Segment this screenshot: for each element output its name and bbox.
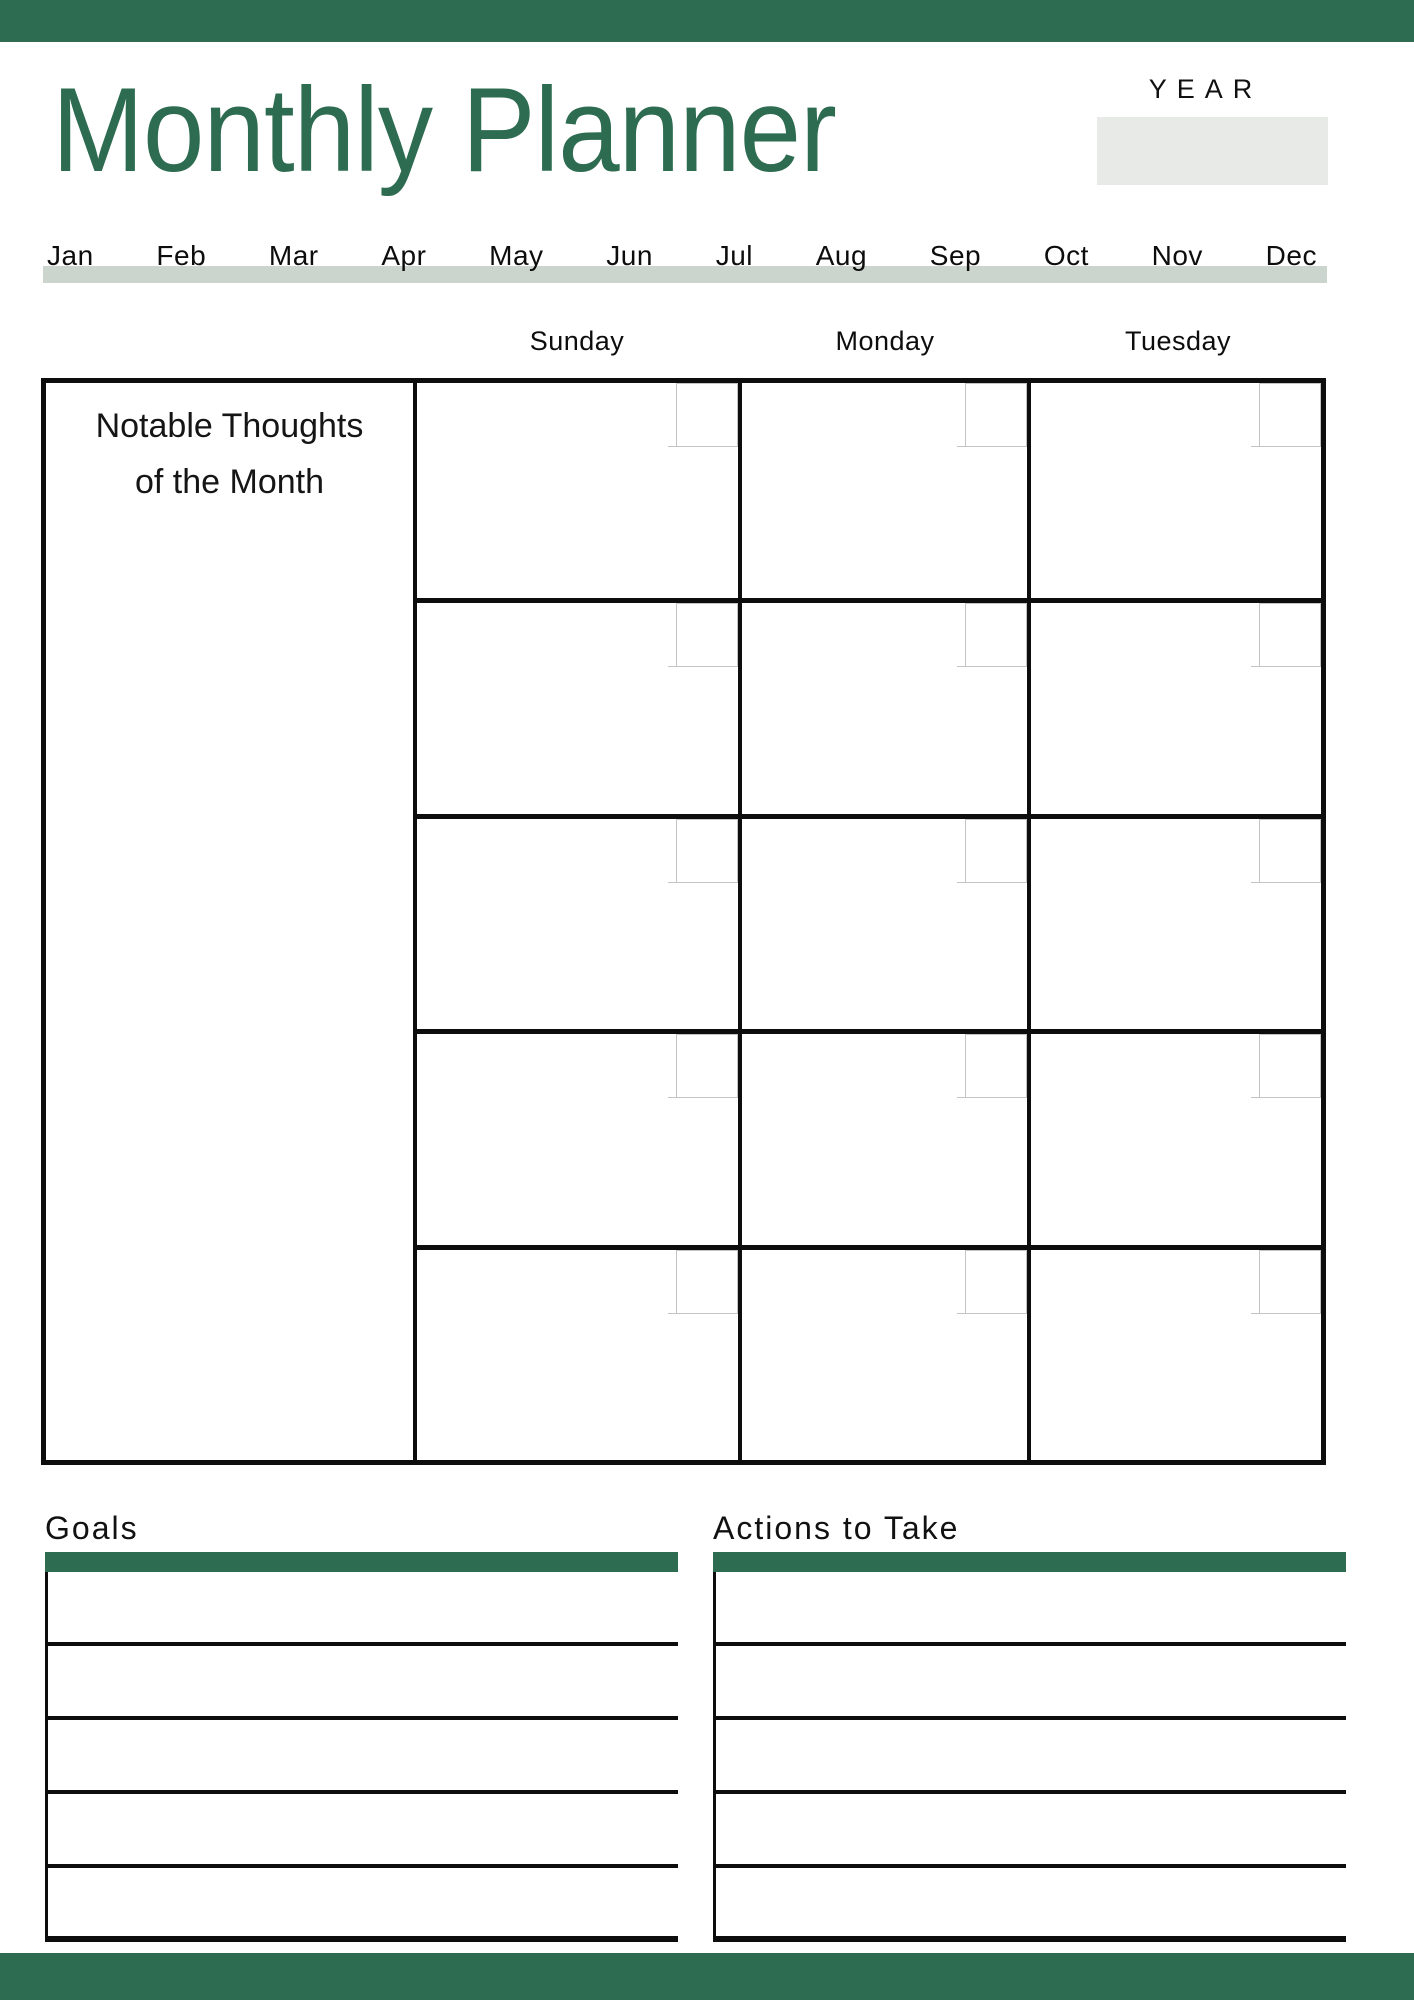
month-tab-dec[interactable]: Dec — [1265, 240, 1317, 271]
month-tab-feb[interactable]: Feb — [156, 240, 207, 271]
notes-cell[interactable] — [46, 383, 413, 1460]
actions-title: Actions to Take — [713, 1510, 960, 1546]
calendar-cell-r4-monday[interactable] — [738, 1029, 1027, 1244]
actions-section — [713, 1510, 1346, 1942]
actions-accent-bar — [713, 1552, 1346, 1572]
day-header-sunday: Sunday — [529, 326, 625, 356]
day-header-monday: Monday — [835, 326, 935, 356]
calendar-cell-r5-monday[interactable] — [738, 1245, 1027, 1460]
goals-line-5[interactable] — [48, 1868, 678, 1942]
date-box — [965, 383, 1027, 447]
month-tab-may[interactable]: May — [489, 240, 544, 271]
top-accent-bar — [0, 0, 1414, 42]
goals-ruled-area — [45, 1572, 678, 1942]
calendar-cell-r1-tuesday[interactable] — [1027, 383, 1321, 598]
month-tabs — [43, 240, 1327, 270]
goals-line-3[interactable] — [48, 1720, 678, 1794]
calendar-cell-r2-sunday[interactable] — [413, 598, 738, 813]
actions-line-4[interactable] — [716, 1794, 1346, 1868]
calendar-cell-r1-sunday[interactable] — [413, 383, 738, 598]
day-header-tuesday: Tuesday — [1124, 326, 1232, 356]
month-tab-nov[interactable]: Nov — [1151, 240, 1203, 271]
goals-title: Goals — [45, 1510, 139, 1546]
month-tab-oct[interactable]: Oct — [1043, 240, 1089, 271]
calendar-cell-r1-monday[interactable] — [738, 383, 1027, 598]
year-label: YEAR — [1148, 74, 1263, 104]
month-tab-aug[interactable]: Aug — [815, 240, 868, 271]
calendar-cell-r3-monday[interactable] — [738, 814, 1027, 1029]
actions-line-3[interactable] — [716, 1720, 1346, 1794]
calendar-cell-r3-sunday[interactable] — [413, 814, 738, 1029]
calendar-grid — [41, 378, 1326, 1465]
date-box — [676, 819, 738, 883]
goals-line-4[interactable] — [48, 1794, 678, 1868]
actions-line-1[interactable] — [716, 1572, 1346, 1646]
actions-line-2[interactable] — [716, 1646, 1346, 1720]
date-box — [1259, 1250, 1321, 1314]
month-tab-jan[interactable]: Jan — [47, 240, 94, 271]
date-box — [965, 819, 1027, 883]
goals-accent-bar — [45, 1552, 678, 1572]
calendar-cell-r4-tuesday[interactable] — [1027, 1029, 1321, 1244]
date-box — [676, 1250, 738, 1314]
month-tab-apr[interactable]: Apr — [381, 240, 427, 271]
date-box — [676, 603, 738, 667]
calendar-cell-r2-monday[interactable] — [738, 598, 1027, 813]
calendar-cell-r2-tuesday[interactable] — [1027, 598, 1321, 813]
date-box — [676, 1034, 738, 1098]
goals-line-1[interactable] — [48, 1572, 678, 1646]
month-tab-jun[interactable]: Jun — [606, 240, 653, 271]
calendar-cell-r4-sunday[interactable] — [413, 1029, 738, 1244]
calendar-cell-r3-tuesday[interactable] — [1027, 814, 1321, 1029]
actions-ruled-area — [713, 1572, 1346, 1942]
month-tab-jul[interactable]: Jul — [715, 240, 753, 271]
goals-line-2[interactable] — [48, 1646, 678, 1720]
date-box — [1259, 819, 1321, 883]
actions-line-5[interactable] — [716, 1868, 1346, 1942]
month-tab-sep[interactable]: Sep — [929, 240, 982, 271]
date-box — [965, 1250, 1027, 1314]
page-title: Monthly Planner — [52, 63, 836, 197]
month-tab-mar[interactable]: Mar — [268, 240, 319, 271]
date-box — [676, 383, 738, 447]
date-box — [965, 603, 1027, 667]
date-box — [1259, 383, 1321, 447]
date-box — [1259, 1034, 1321, 1098]
year-input-box[interactable] — [1097, 117, 1328, 185]
calendar-cell-r5-sunday[interactable] — [413, 1245, 738, 1460]
date-box — [965, 1034, 1027, 1098]
notes-title-line1: Notable Thoughts — [95, 407, 364, 445]
notes-title-line2: of the Month — [134, 463, 324, 501]
goals-section — [45, 1510, 678, 1942]
date-box — [1259, 603, 1321, 667]
calendar-cell-r5-tuesday[interactable] — [1027, 1245, 1321, 1460]
bottom-accent-bar — [0, 1953, 1414, 2000]
